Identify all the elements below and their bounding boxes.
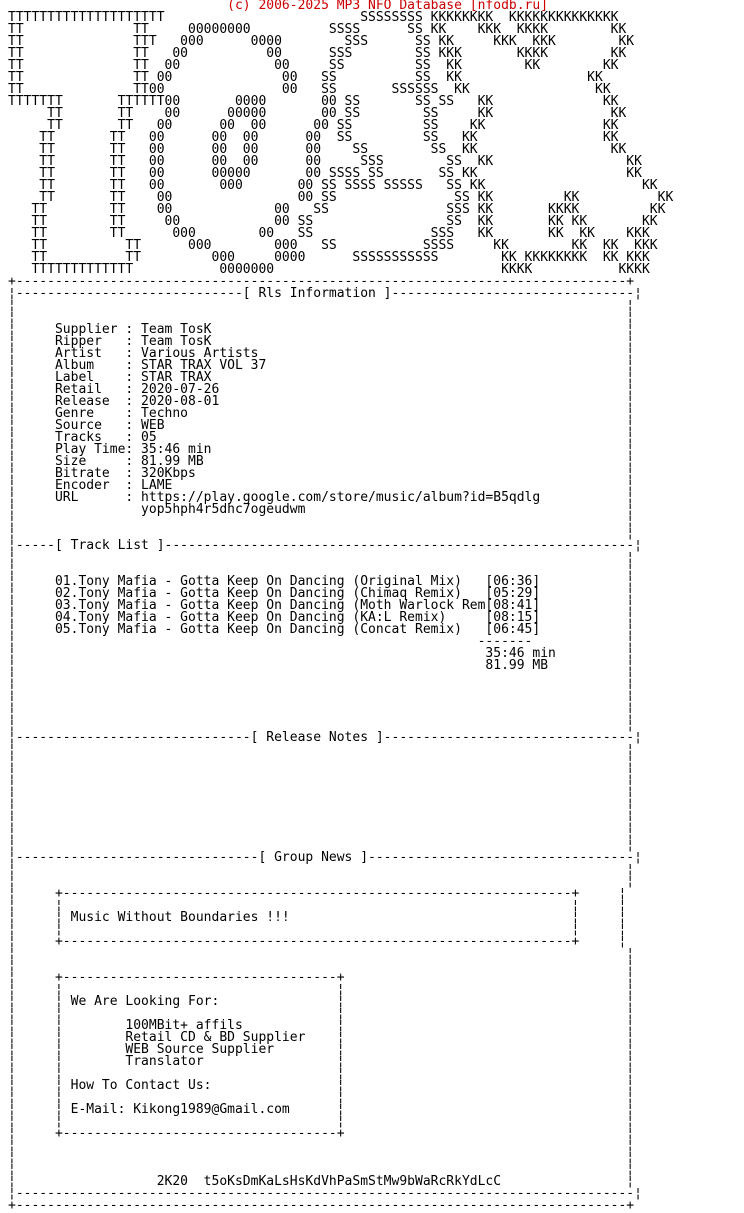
nfo-line: TT TT 00 00 00 00 SS SS KK KK: [8, 142, 627, 157]
nfo-line: ¦ yop5hph4r5dhc7ogeudwm ¦: [8, 502, 635, 517]
nfo-line: ¦ Size : 81.99 MB ¦: [8, 454, 635, 469]
nfo-line: TT TT 000 000 SS SSSS KK KK KK KKK: [8, 238, 658, 253]
nfo-line: ¦ Genre : Techno ¦: [8, 406, 635, 421]
nfo-line: TTTTTTTTTTTTT 0000000 KKKK KKKK: [8, 262, 650, 277]
nfo-line: ¦ ¦: [8, 298, 635, 313]
nfo-line: TT TT 000 0000 SSSSSSSSSSS KK KKKKKKKK KK KKK: [8, 250, 650, 265]
nfo-line: ¦ Ripper : Team TosK ¦: [8, 334, 635, 349]
nfo-line: ¦ ¦: [8, 802, 635, 817]
nfo-line: ¦ ¦ WEB Source Supplier ¦ ¦: [8, 1042, 635, 1057]
nfo-line: ¦ ¦ ¦ ¦: [8, 1114, 635, 1129]
nfo-line: ¦ ¦: [8, 670, 635, 685]
nfo-line: ¦ 2K20 t5oKsDmKaLsHsKdVhPaSmStMw9bWaRcRkYdLcC ¦: [8, 1174, 635, 1189]
nfo-line: ¦ ¦: [8, 706, 635, 721]
nfo-line: ¦ Bitrate : 320Kbps ¦: [8, 466, 635, 481]
nfo-line: TT TTT 000 0000 SSS SS KK KKK KKK KK: [8, 34, 635, 49]
nfo-line: TT TT 00 00 SSS SS KKK KKKK KK: [8, 46, 627, 61]
nfo-line: ¦ Tracks : 05 ¦: [8, 430, 635, 445]
nfo-line: ¦ ¦ Retail CD & BD Supplier ¦ ¦: [8, 1030, 635, 1045]
nfo-line: ¦ ¦ ¦ ¦: [8, 1006, 635, 1021]
nfo-line: ¦ ¦ ¦ ¦: [8, 1066, 635, 1081]
nfo-line: ¦ ¦ How To Contact Us: ¦ ¦: [8, 1078, 635, 1093]
nfo-line: ¦ ¦: [8, 1138, 635, 1153]
nfo-line: ¦-----[ Track List ]------------------------------------------------------------¦: [8, 538, 642, 553]
nfo-line: ¦ ¦ Translator ¦ ¦: [8, 1054, 635, 1069]
nfo-line: ¦ ¦: [8, 958, 635, 973]
nfo-line: TT TT 00 00 00 00 SSS SS KK KK: [8, 154, 642, 169]
nfo-line: TT TT00 00 SS SSSSSS KK KK: [8, 82, 611, 97]
nfo-line: ¦ ¦: [8, 682, 635, 697]
nfo-line: ¦ 04.Tony Mafia - Gotta Keep On Dancing (KA:L Remix) [08:15] ¦: [8, 610, 635, 625]
nfo-line: ¦ ------- ¦: [8, 634, 635, 649]
nfo-line: ¦ ¦ Music Without Boundaries !!! ¦ ¦: [8, 910, 627, 925]
nfo-line: ¦ ¦ E-Mail: Kikong1989@Gmail.com ¦ ¦: [8, 1102, 635, 1117]
nfo-line: ¦ ¦: [8, 814, 635, 829]
nfo-line: ¦ ¦: [8, 766, 635, 781]
nfo-line: TT TT 00 00000 00 SS SS KK KK: [8, 106, 627, 121]
nfo-line: ¦ ¦: [8, 790, 635, 805]
nfo-line: TT TT 00 00 SS SS KK KK KK: [8, 190, 674, 205]
nfo-line: TT TT 00 00000 00 SSSS SS SS KK KK: [8, 166, 642, 181]
nfo-line: ¦ ¦ ¦ ¦: [8, 1090, 635, 1105]
nfo-line: ¦ ¦: [8, 742, 635, 757]
nfo-line: ¦ +-----------------------------------------------------------------+ ¦: [8, 934, 627, 949]
nfo-document: [8, 0, 673, 1212]
nfo-line: TT TT 00 00 00 00 SS SS KK KK: [8, 118, 619, 133]
nfo-line: ¦ Label : STAR TRAX ¦: [8, 370, 635, 385]
nfo-header-copyright: (c) 2006-2025 MP3 NFO Database [nfodb.ru]: [8, 0, 549, 13]
nfo-line: ¦ 01.Tony Mafia - Gotta Keep On Dancing (Original Mix) [06:36] ¦: [8, 574, 635, 589]
nfo-line: ¦ ¦: [8, 754, 635, 769]
nfo-line: ¦ ¦ 100MBit+ affils ¦ ¦: [8, 1018, 635, 1033]
nfo-body: [8, 12, 673, 1212]
nfo-line: ¦ +-----------------------------------------------------------------+ ¦: [8, 886, 627, 901]
nfo-line: +------------------------------------------------------------------------------+: [8, 274, 635, 289]
nfo-line: TT TT 00 00 SS SS KK KK: [8, 70, 603, 85]
nfo-line: ¦ ¦: [8, 310, 635, 325]
nfo-line: ¦ Encoder : LAME ¦: [8, 478, 635, 493]
nfo-line: ¦ ¦: [8, 514, 635, 529]
nfo-line: ¦ ¦: [8, 874, 635, 889]
nfo-line: ¦ Play Time: 35:46 min ¦: [8, 442, 635, 457]
nfo-line: TT TT 000 00 SS SSS KK KK KK KKK: [8, 226, 650, 241]
nfo-line: ¦-------------------------------------------------------------------------------¦: [8, 1186, 642, 1201]
nfo-line: ¦ 35:46 min ¦: [8, 646, 635, 661]
nfo-line: ¦ Album : STAR TRAX VOL 37 ¦: [8, 358, 635, 373]
nfo-line: TT TT 00 00 SS SSS KK KKKK KK: [8, 202, 666, 217]
nfo-line: ¦ Supplier : Team TosK ¦: [8, 322, 635, 337]
nfo-line: TT TT 00 000 00 SS SSSS SSSSS SS KK KK: [8, 178, 658, 193]
nfo-line: ¦ ¦: [8, 562, 635, 577]
nfo-line: ¦ ¦ We Are Looking For: ¦ ¦: [8, 994, 635, 1009]
nfo-line: ¦ ¦: [8, 1162, 635, 1177]
nfo-line: ¦ 05.Tony Mafia - Gotta Keep On Dancing (Concat Remix) [06:45] ¦: [8, 622, 635, 637]
nfo-line: TT TT 00 00 SS SS KK KK KK: [8, 58, 619, 73]
nfo-line: ¦ +-----------------------------------+ ¦: [8, 970, 635, 985]
nfo-line: ¦ ¦: [8, 838, 635, 853]
nfo-line: ¦------------------------------[ Release Notes ]--------------------------------¦: [8, 730, 642, 745]
nfo-line: ¦ ¦: [8, 826, 635, 841]
nfo-line: ¦-------------------------------[ Group News ]----------------------------------¦: [8, 850, 642, 865]
nfo-line: ¦ ¦: [8, 718, 635, 733]
nfo-line: ¦ ¦ ¦ ¦: [8, 898, 627, 913]
nfo-line: TT TT 00000000 SSSS SS KK KKK KKKK KK: [8, 22, 627, 37]
nfo-line: ¦ ¦: [8, 862, 635, 877]
nfo-line: ¦ ¦ ¦ ¦: [8, 982, 635, 997]
nfo-line: ¦ Artist : Various Artists ¦: [8, 346, 635, 361]
nfo-line: ¦ ¦: [8, 550, 635, 565]
nfo-line: +------------------------------------------------------------------------------+: [8, 1198, 635, 1213]
nfo-line: ¦ URL : https://play.google.com/store/music/album?id=B5qdlg ¦: [8, 490, 635, 505]
nfo-line: ¦ ¦: [8, 1150, 635, 1165]
nfo-line: ¦ Release : 2020-08-01 ¦: [8, 394, 635, 409]
nfo-line: ¦ 03.Tony Mafia - Gotta Keep On Dancing (Moth Warlock Rem[08:41] ¦: [8, 598, 635, 613]
nfo-line: TTTTTTTTTTTTTTTTTTTT SSSSSSSS KKKKKKKK KKKKKKKKKKKKKK: [8, 10, 619, 25]
nfo-line: TT TT 00 00 SS SS KK KK KK KK: [8, 214, 658, 229]
nfo-line: ¦ ¦: [8, 778, 635, 793]
nfo-line: ¦ 02.Tony Mafia - Gotta Keep On Dancing (Chimaq Remix) [05:29] ¦: [8, 586, 635, 601]
nfo-line: ¦ Source : WEB ¦: [8, 418, 635, 433]
nfo-line: ¦ ¦ ¦ ¦: [8, 922, 627, 937]
nfo-line: TT TT 00 00 00 00 SS SS KK KK: [8, 130, 619, 145]
nfo-line: ¦-----------------------------[ Rls Information ]-------------------------------¦: [8, 286, 642, 301]
nfo-line: ¦ ¦: [8, 694, 635, 709]
nfo-line: ¦ ¦: [8, 946, 635, 961]
nfo-line: ¦ +-----------------------------------+ ¦: [8, 1126, 635, 1141]
nfo-line: ¦ Retail : 2020-07-26 ¦: [8, 382, 635, 397]
nfo-line: ¦ 81.99 MB ¦: [8, 658, 635, 673]
nfo-line: TTTTTTT TTTTTT00 0000 00 SS SS SS KK KK: [8, 94, 619, 109]
nfo-line: ¦ ¦: [8, 526, 635, 541]
